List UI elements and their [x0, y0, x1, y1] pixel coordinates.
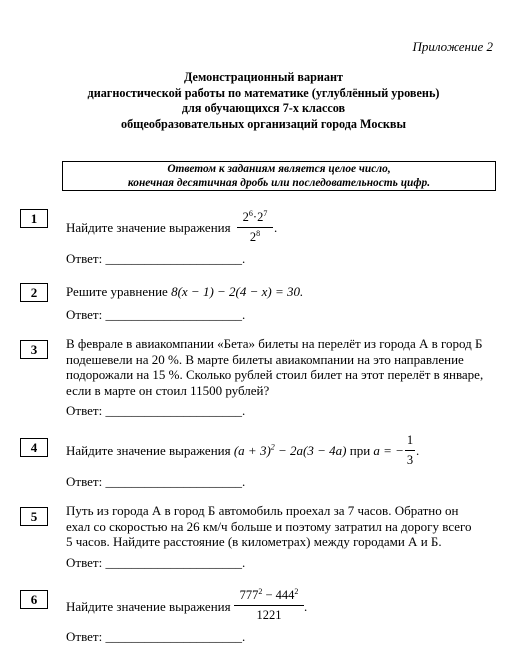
task-4-expression — [234, 443, 347, 458]
task-6-text: Найдите значение выражения — [66, 599, 231, 614]
notice-line: конечная десятичная дробь или последовательность цифр. — [127, 176, 431, 189]
task-2-equation: 8(x − 1) − 2(4 − x) = 30. — [171, 284, 304, 299]
exponent: 8 — [256, 228, 261, 238]
text-line: В феврале в авиакомпании «Бета» билеты на перелёт из города А в город Б — [66, 336, 483, 351]
task-number-6: 6 — [20, 590, 48, 609]
punctuation: . — [416, 443, 420, 458]
task-2-lead: Решите уравнение — [66, 284, 168, 299]
fraction-numerator — [237, 210, 273, 225]
task-number-1: 1 — [20, 209, 48, 228]
title-line: диагностической работы по математике (углублённый уровень) — [87, 85, 440, 100]
instructions-box — [62, 161, 496, 191]
task-4-lead: Найдите значение выражения — [66, 443, 231, 458]
exponent: 6 — [248, 208, 253, 218]
exponent: 2 — [294, 586, 299, 596]
task-1-fraction — [237, 210, 273, 246]
answer-line-6: Ответ: _____________________. — [66, 629, 246, 644]
task-4-variable: a = − — [373, 443, 404, 458]
task-6-fraction — [234, 588, 304, 626]
answer-line-3: Ответ: _____________________. — [66, 403, 246, 418]
task-number-5: 5 — [20, 507, 48, 526]
exponent: 2 — [270, 442, 275, 452]
answer-line-2: Ответ: _____________________. — [66, 307, 246, 322]
exponent: 2 — [258, 586, 263, 596]
task-5-text — [66, 503, 494, 550]
punctuation: . — [274, 220, 278, 235]
fraction-numerator: 1 — [406, 433, 414, 447]
task-1-text: Найдите значение выражения — [66, 220, 231, 235]
operator: ·2 — [252, 210, 264, 224]
text-line: 5 часов. Найдите расстояние (в километрах) между городами А и Б. — [66, 534, 442, 549]
exponent: 7 — [263, 208, 268, 218]
text-line: подешевели на 20 %. В марте билеты авиакомпании на это направление — [66, 351, 464, 367]
base: 777 — [239, 588, 259, 602]
title-line: Демонстрационный вариант — [184, 70, 343, 84]
fraction-bar — [234, 605, 304, 606]
fraction-bar — [237, 227, 273, 228]
task-3-text — [66, 336, 494, 398]
text-line: если в марте он стоил 11500 рублей? — [66, 382, 270, 398]
task-2-text — [66, 284, 303, 300]
fraction-denominator: 3 — [406, 453, 414, 467]
fraction-denominator — [237, 230, 273, 245]
task-number-3: 3 — [20, 340, 48, 359]
task-4-fraction — [405, 433, 415, 469]
text-line: ехал со скоростью на 26 км/ч больше и поэтому затратил на дорогу всего — [66, 518, 472, 534]
expr-part: − 2a(3 − 4a) — [274, 443, 347, 458]
fraction-denominator: 1221 — [256, 608, 282, 622]
fraction-numerator — [234, 588, 304, 603]
answer-line-1: Ответ: _____________________. — [66, 251, 246, 266]
document-title — [0, 70, 527, 132]
fraction-bar — [405, 450, 415, 451]
base: 2 — [249, 230, 257, 244]
title-line: общеобразовательных организаций города Москвы — [120, 116, 407, 131]
text-line: подорожали на 15 %. Сколько рублей стоил билет на этот перелёт в январе, — [66, 367, 484, 382]
answer-line-4: Ответ: _____________________. — [66, 474, 246, 489]
title-line: для обучающихся 7-х классов — [181, 101, 346, 115]
punctuation: . — [304, 599, 308, 614]
answer-line-5: Ответ: _____________________. — [66, 555, 246, 570]
task-4-text — [66, 443, 404, 459]
notice-line: Ответом к заданиям является целое число, — [167, 163, 391, 175]
task-number-2: 2 — [20, 283, 48, 302]
appendix-label: Приложение 2 — [412, 39, 493, 54]
task-4-when: при — [349, 443, 371, 458]
operator: − 444 — [262, 588, 295, 602]
text-line: Путь из города А в город Б автомобиль проехал за 7 часов. Обратно он — [66, 503, 459, 518]
expr-part: (a + 3) — [233, 443, 271, 458]
task-number-4: 4 — [20, 438, 48, 457]
base: 2 — [242, 210, 249, 224]
